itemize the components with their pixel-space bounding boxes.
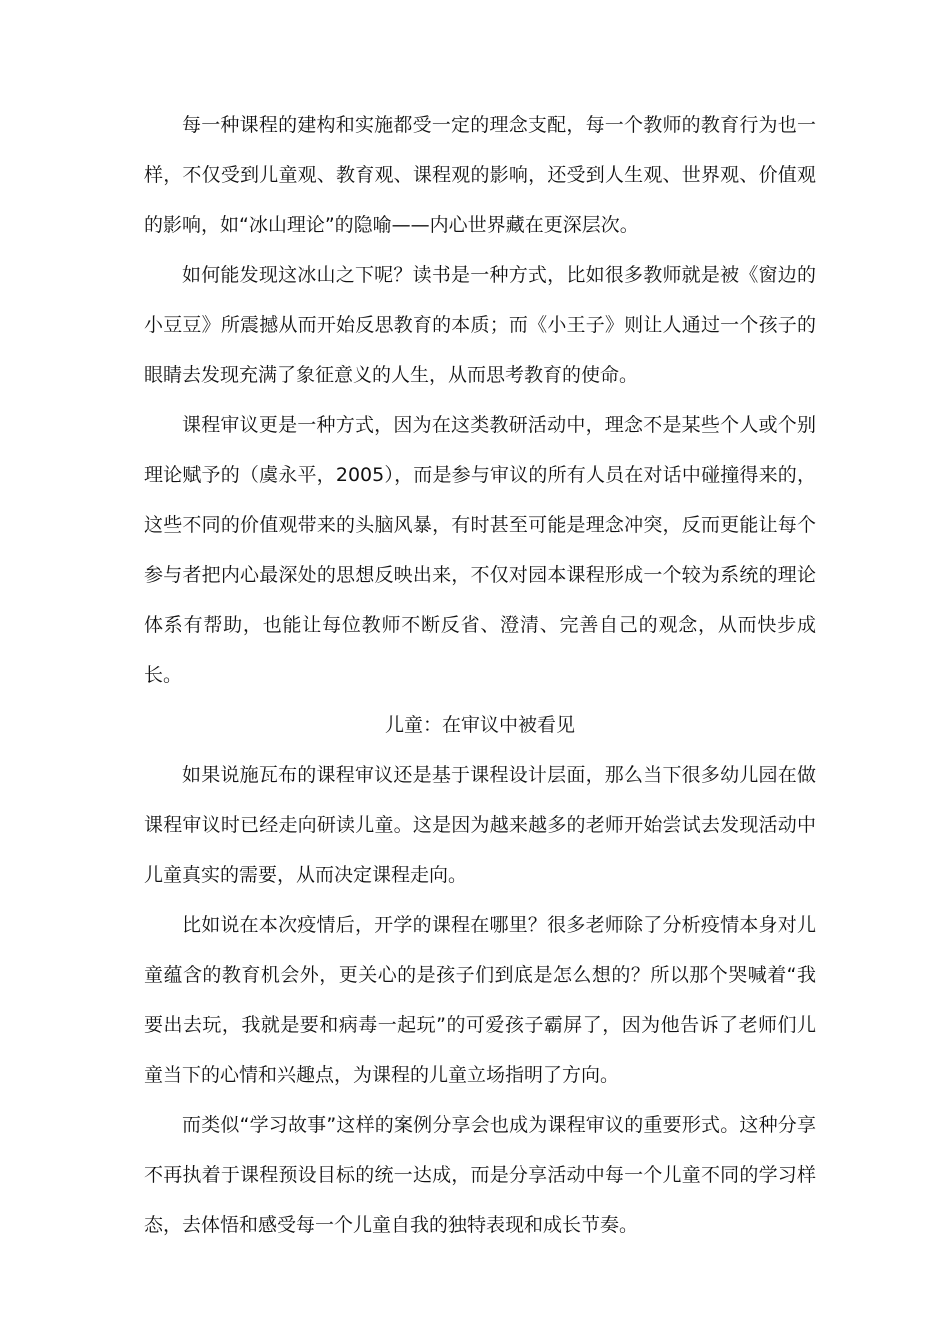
paragraph: 每一种课程的建构和实施都受一定的理念支配，每一个教师的教育行为也一样，不仅受到儿童观、教育观、课程观的影响，还受到人生观、世界观、价值观的影响，如“冰山理论”的隐喻——内心世界藏在更深层次。 bbox=[144, 114, 816, 236]
paragraph: 如何能发现这冰山之下呢？读书是一种方式，比如很多教师就是被《窗边的小豆豆》所震撼从而开始反思教育的本质；而《小王子》则让人通过一个孩子的眼睛去发现充满了象征意义的人生，从而思考教育的使命。 bbox=[144, 264, 816, 386]
paragraph: 比如说在本次疫情后，开学的课程在哪里？很多老师除了分析疫情本身对儿童蕴含的教育机会外，更关心的是孩子们到底是怎么想的？所以那个哭喊着“我要出去玩，我就是要和病毒一起玩”的可爱孩子霸屏了，因为他告诉了老师们儿童当下的心情和兴趣点，为课程的儿童立场指明了方向。 bbox=[144, 914, 816, 1086]
paragraph: 而类似“学习故事”这样的案例分享会也成为课程审议的重要形式。这种分享不再执着于课程预设目标的统一达成，而是分享活动中每一个儿童不同的学习样态，去体悟和感受每一个儿童自我的独特表现和成长节奏。 bbox=[144, 1114, 816, 1236]
document-body bbox=[144, 100, 816, 1250]
paragraph: 课程审议更是一种方式，因为在这类教研活动中，理念不是某些个人或个别理论赋予的（虞永平，2005），而是参与审议的所有人员在对话中碰撞得来的，这些不同的价值观带来的头脑风暴，有时甚至可能是理念冲突，反而更能让每个参与者把内心最深处的思想反映出来，不仅对园本课程形成一个较为系统的理论体系有帮助，也能让每位教师不断反省、澄清、完善自己的观念，从而快步成长。 bbox=[144, 414, 816, 686]
paragraph: 如果说施瓦布的课程审议还是基于课程设计层面，那么当下很多幼儿园在做课程审议时已经走向研读儿童。这是因为越来越多的老师开始尝试去发现活动中儿童真实的需要，从而决定课程走向。 bbox=[144, 764, 816, 886]
section-heading: 儿童：在审议中被看见 bbox=[384, 714, 575, 736]
